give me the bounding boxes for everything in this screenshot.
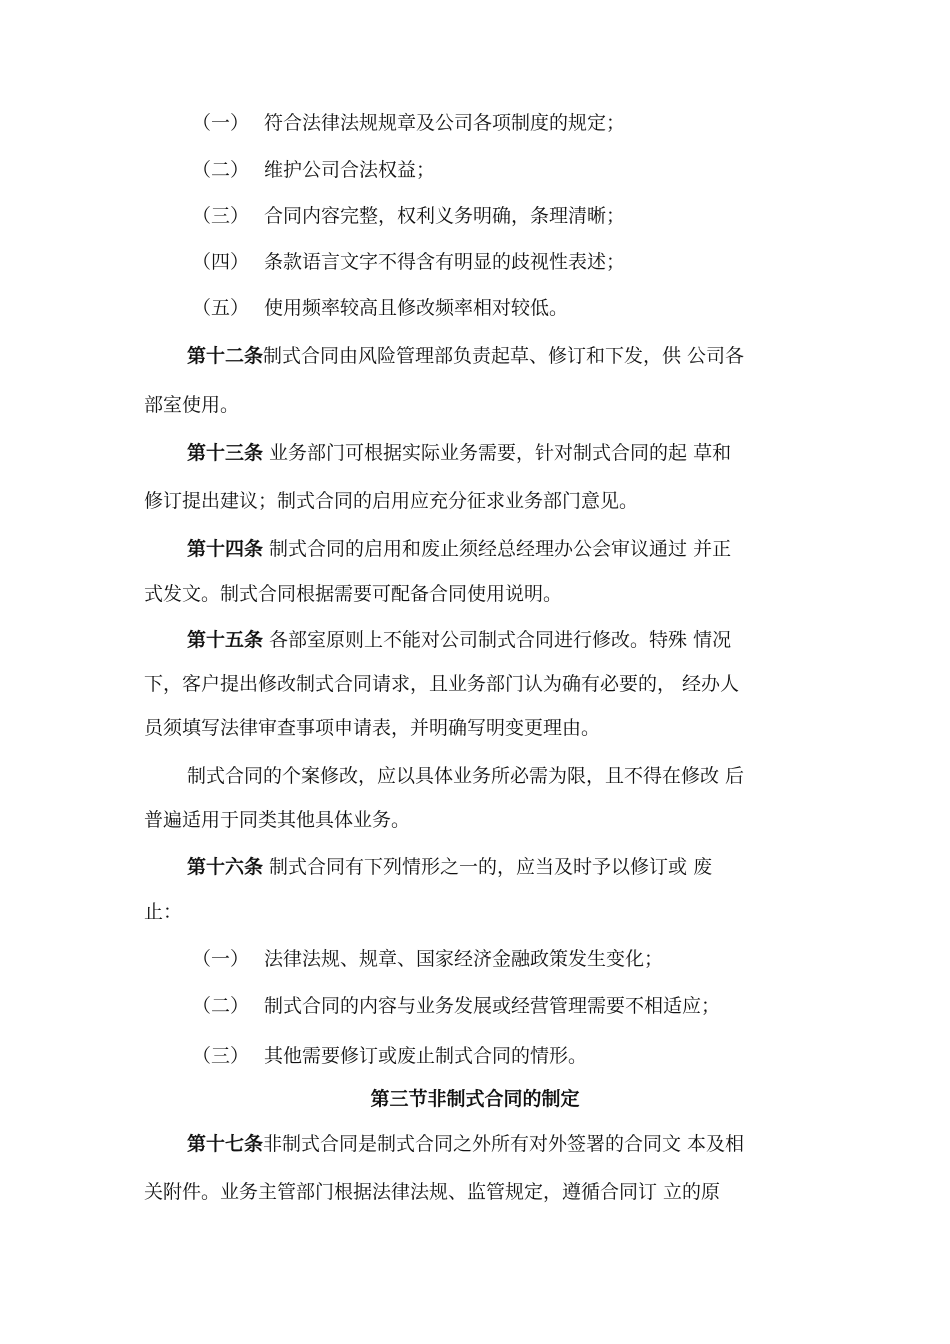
article-15 [144,628,867,652]
article-text: 各部室原则上不能对公司制式合同进行修改。特殊 情况 [263,629,732,651]
list-text: 其他需要修订或废止制式合同的情形。 [264,1045,588,1067]
article-17 [144,1132,867,1156]
list-number: （一） [192,112,250,134]
list-text: 维护公司合法权益； [264,159,436,181]
list-number: （一） [192,948,250,970]
list-text: 法律法规、规章、国家经济金融政策发生变化； [264,948,664,970]
section-heading: 第三节非制式合同的制定 [370,1088,580,1110]
article-text: 止： [144,901,183,923]
list-number: （二） [192,995,250,1017]
article-text: 制式合同的启用和废止须经总经理办公会审议通过 并正 [263,538,732,560]
article-15-cont [144,672,824,696]
list-number: （五） [192,297,250,319]
article-17-cont [144,1180,824,1204]
paragraph-case [144,764,867,788]
article-text: 修订提出建议；制式合同的启用应充分征求业务部门意见。 [144,490,639,512]
paragraph-text: 制式合同的个案修改，应以具体业务所必需为限，且不得在修改 后 [187,765,745,787]
list-text: 使用频率较高且修改频率相对较低。 [264,297,569,319]
list-text: 符合法律法规规章及公司各项制度的规定； [264,112,626,134]
article-title: 第十六条 [187,856,264,878]
article-text: 式发文。制式合同根据需要可配备合同使用说明。 [144,583,563,605]
list-number: （三） [192,1045,250,1067]
article-text: 业务部门可根据实际业务需要，针对制式合同的起 草和 [263,442,732,464]
article-text: 下，客户提出修改制式合同请求，且业务部门认为确有必要的， 经办人 [144,673,740,695]
article-title: 第十二条 [187,345,264,367]
article-13 [144,441,867,465]
paragraph-text: 普遍适用于同类其他具体业务。 [144,809,411,831]
article-14-cont [144,582,824,606]
article-text: 部室使用。 [144,394,240,416]
list-text: 合同内容完整，权利义务明确，条理清晰； [264,205,626,227]
article-title: 第十七条 [187,1133,264,1155]
article-text: 关附件。业务主管部门根据法律法规、监管规定，遵循合同订 立的原 [144,1181,721,1203]
list-text: 制式合同的内容与业务发展或经营管理需要不相适应； [264,995,721,1017]
article-text: 员须填写法律审查事项申请表，并明确写明变更理由。 [144,717,601,739]
article-16 [144,855,867,879]
article-text: 制式合同由风险管理部负责起草、修订和下发，供 公司各 [263,345,745,367]
article-12 [144,344,867,368]
list-number: （四） [192,251,250,273]
paragraph-case-cont [144,808,824,832]
article-16-cont [144,900,824,924]
article-title: 第十五条 [187,629,264,651]
list-number: （三） [192,205,250,227]
list-text: 条款语言文字不得含有明显的歧视性表述； [264,251,626,273]
article-title: 第十三条 [187,442,264,464]
article-text: 非制式合同是制式合同之外所有对外签署的合同文 本及相 [263,1133,745,1155]
article-text: 制式合同有下列情形之一的，应当及时予以修订或 废 [263,856,713,878]
article-14 [144,537,867,561]
article-12-cont [144,393,824,417]
list-number: （二） [192,159,250,181]
article-title: 第十四条 [187,538,264,560]
article-15-cont [144,716,824,740]
article-13-cont [144,489,824,513]
